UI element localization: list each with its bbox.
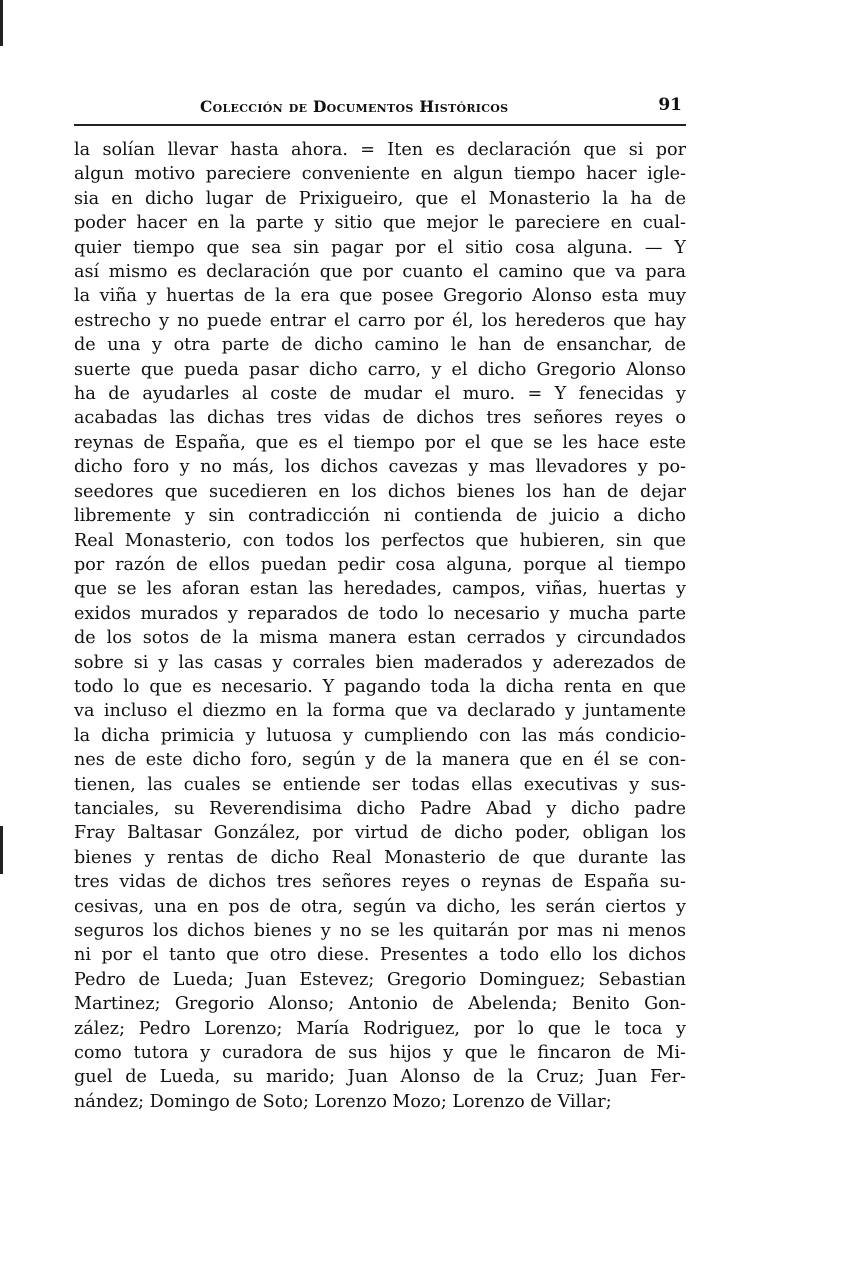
text-line: como tutora y curadora de sus hijos y que le fincaron de Mi- [74, 1043, 686, 1064]
text-line: por razón de ellos puedan pedir cosa alguna, porque al tiempo [74, 554, 686, 575]
text-line: sobre si y las casas y corrales bien maderados y aderezados de [74, 652, 686, 673]
text-line: zález; Pedro Lorenzo; María Rodriguez, por lo que le toca y [74, 1018, 686, 1039]
text-line: Martinez; Gregorio Alonso; Antonio de Abelenda; Benito Gon- [74, 994, 686, 1015]
page-number: 91 [658, 95, 682, 115]
text-line: libremente y sin contradicción ni contienda de juicio a dicho [74, 506, 686, 527]
text-line: sia en dicho lugar de Prixigueiro, que el Monasterio la ha de [74, 188, 686, 209]
text-line: dicho foro y no más, los dichos cavezas y mas llevadores y po- [74, 457, 686, 478]
text-line: tres vidas de dichos tres señores reyes o reynas de España su- [74, 872, 686, 893]
text-line: la viña y huertas de la era que posee Gregorio Alonso esta muy [74, 286, 686, 307]
text-line: algun motivo pareciere conveniente en algun tiempo hacer igle- [74, 164, 686, 185]
text-line: quier tiempo que sea sin pagar por el sitio cosa alguna. — Y [74, 237, 686, 258]
text-line: va incluso el diezmo en la forma que va declarado y juntamente [74, 701, 686, 722]
text-line: tienen, las cuales se entiende ser todas ellas executivas y sus- [74, 774, 686, 795]
text-line: así mismo es declaración que por cuanto el camino que va para [74, 262, 686, 283]
text-line: la dicha primicia y lutuosa y cumpliendo con las más condicio- [74, 725, 686, 746]
text-line: acabadas las dichas tres vidas de dichos tres señores reyes o [74, 408, 686, 429]
text-line: seedores que sucedieren en los dichos bienes los han de dejar [74, 481, 686, 502]
text-line: seguros los dichos bienes y no se les quitarán por mas ni menos [74, 921, 686, 941]
text-line: ha de ayudarles al coste de mudar el muro. = Y fenecidas y [74, 384, 686, 405]
page-edge-mark-middle [0, 826, 3, 874]
page-header [74, 93, 686, 123]
text-line: Pedro de Lueda; Juan Estevez; Gregorio Dominguez; Sebastian [74, 969, 686, 990]
text-line: la solían llevar hasta ahora. = Iten es declaración que si por [74, 140, 686, 160]
body-text [74, 138, 686, 1114]
text-line: nández; Domingo de Soto; Lorenzo Mozo; Lorenzo de Villar; [74, 1091, 612, 1112]
text-line: tanciales, su Reverendisima dicho Padre Abad y dicho padre [74, 798, 686, 819]
running-title: Colección de Documentos Históricos [200, 97, 509, 116]
text-line: exidos murados y reparados de todo lo necesario y mucha parte [74, 603, 686, 624]
text-line: estrecho y no puede entrar el carro por él, los herederos que hay [74, 310, 686, 331]
text-line: Real Monasterio, con todos los perfectos que hubieren, sin que [74, 530, 686, 551]
text-line: de una y otra parte de dicho camino le han de ensanchar, de [74, 335, 686, 356]
text-line: suerte que pueda pasar dicho carro, y el dicho Gregorio Alonso [74, 359, 686, 380]
text-line: reynas de España, que es el tiempo por el que se les hace este [74, 432, 686, 453]
text-line: de los sotos de la misma manera estan cerrados y circundados [74, 628, 686, 649]
text-line: que se les aforan estan las heredades, campos, viñas, huertas y [74, 579, 686, 600]
text-line: poder hacer en la parte y sitio que mejor le pareciere en cual- [74, 213, 686, 234]
page-edge-mark-top [0, 0, 3, 46]
text-line: Fray Baltasar González, por virtud de dicho poder, obligan los [74, 823, 686, 844]
header-rule [74, 124, 686, 126]
text-line: ni por el tanto que otro diese. Presentes a todo ello los dichos [74, 945, 686, 966]
text-line: nes de este dicho foro, según y de la manera que en él se con- [74, 750, 686, 771]
text-line: bienes y rentas de dicho Real Monasterio de que durante las [74, 847, 686, 868]
text-line: cesivas, una en pos de otra, según va dicho, les serán ciertos y [74, 896, 686, 917]
text-line: todo lo que es necesario. Y pagando toda la dicha renta en que [74, 676, 686, 697]
text-line: guel de Lueda, su marido; Juan Alonso de la Cruz; Juan Fer- [74, 1067, 686, 1088]
